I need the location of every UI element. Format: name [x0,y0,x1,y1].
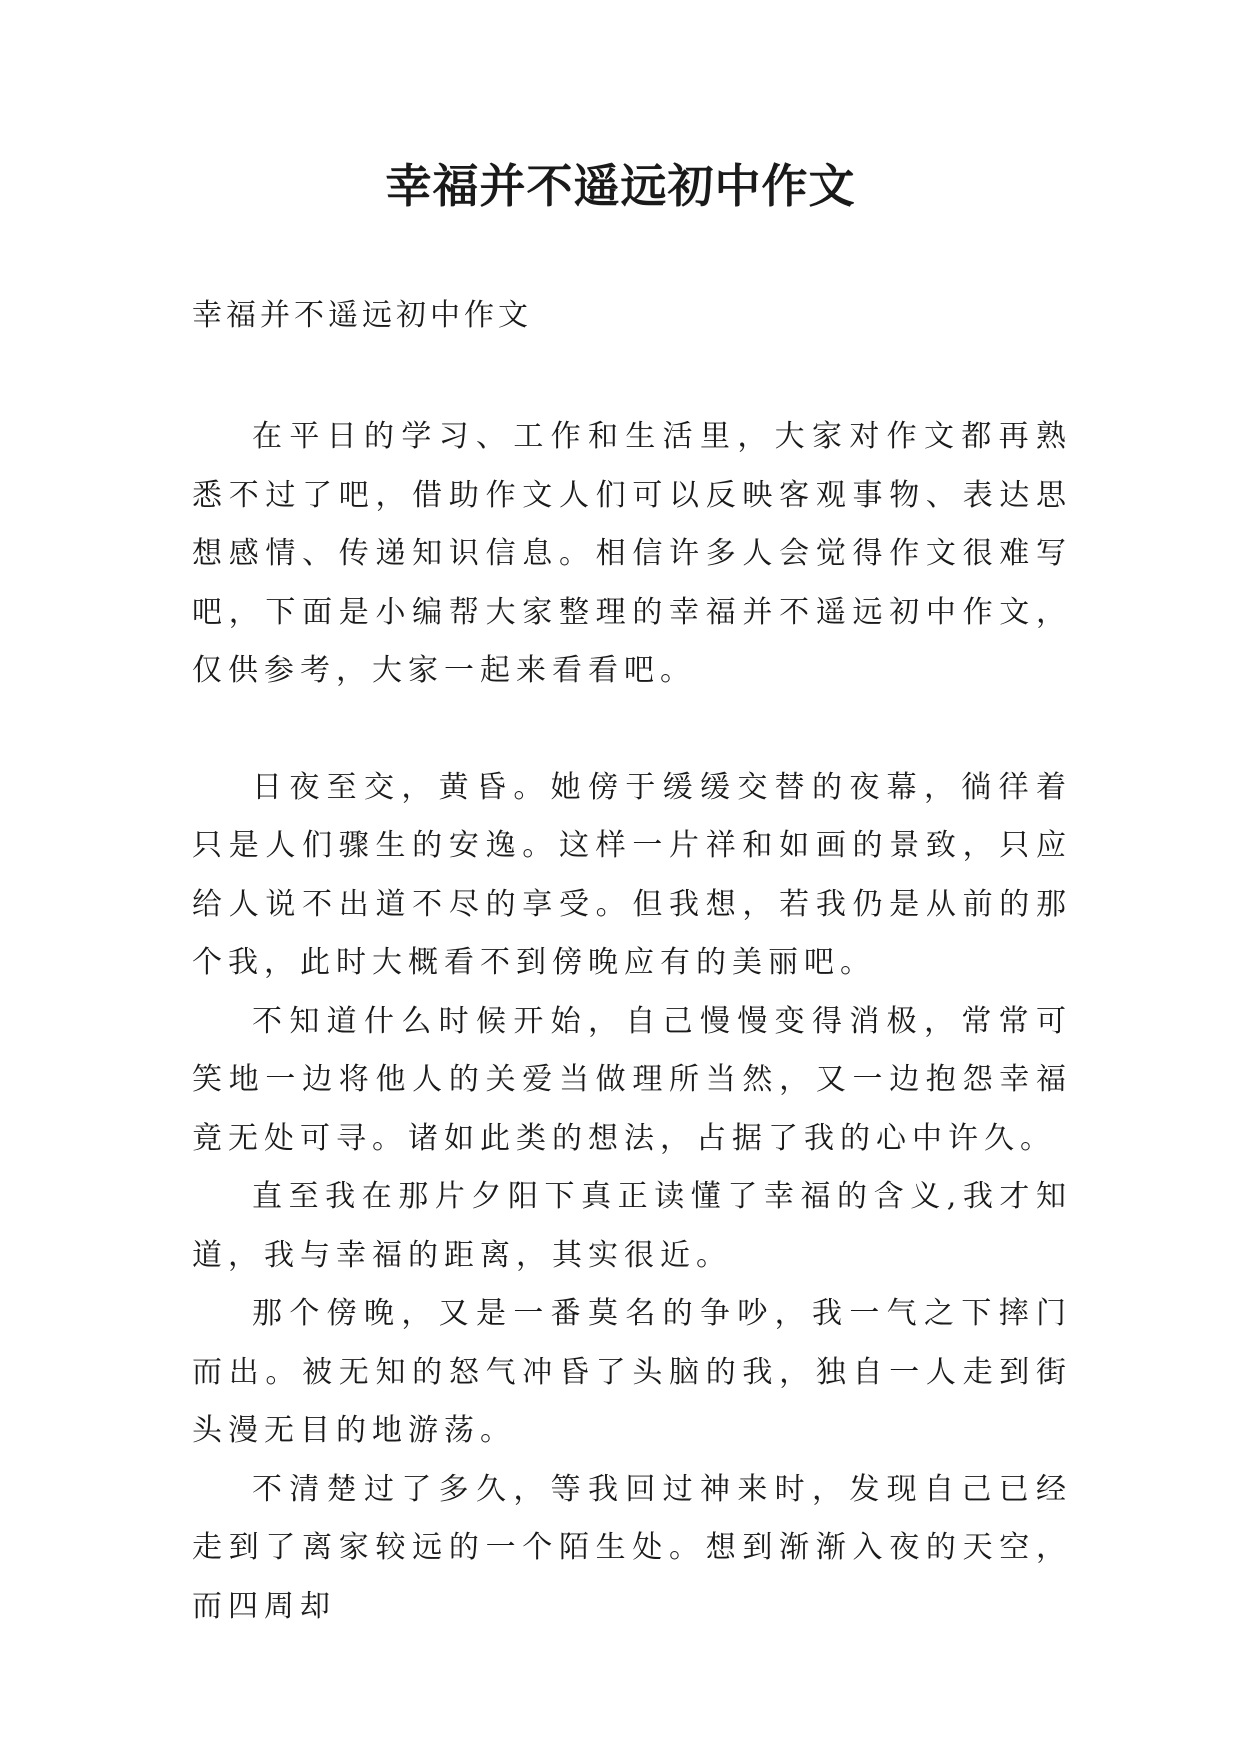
document-title: 幸福并不遥远初中作文 [385,159,856,213]
body-paragraph: 那个傍晚，又是一番莫名的争吵，我一气之下摔门而出。被无知的怒气冲昏了头脑的我，独自一人走到街头漫无目的地游荡。 [192,1296,1072,1448]
body-paragraph: 不知道什么时候开始，自己慢慢变得消极，常常可笑地一边将他人的关爱当做理所当然，又一边抱怨幸福竟无处可寻。诸如此类的想法，占据了我的心中许久。 [192,1003,1072,1156]
document-body [192,408,1072,1636]
intro-paragraph: 在平日的学习、工作和生活里，大家对作文都再熟悉不过了吧，借助作文人们可以反映客观事物、表达思想感情、传递知识信息。相信许多人会觉得作文很难写吧，下面是小编帮大家整理的幸福并不遥远初中作文，仅供参考，大家一起来看看吧。 [192,419,1072,688]
body-paragraph: 直至我在那片夕阳下真正读懂了幸福的含义,我才知道，我与幸福的距离，其实很近。 [192,1179,1072,1273]
body-paragraph: 不清楚过了多久，等我回过神来时，发现自己已经走到了离家较远的一个陌生处。想到渐渐入夜的天空，而四周却 [192,1471,1072,1624]
body-paragraph: 日夜至交，黄昏。她傍于缓缓交替的夜幕，徜徉着只是人们骤生的安逸。这样一片祥和如画的景致，只应给人说不出道不尽的享受。但我想，若我仍是从前的那个我，此时大概看不到傍晚应有的美丽吧。 [192,769,1072,980]
document-subtitle: 幸福并不遥远初中作文 [192,298,532,333]
